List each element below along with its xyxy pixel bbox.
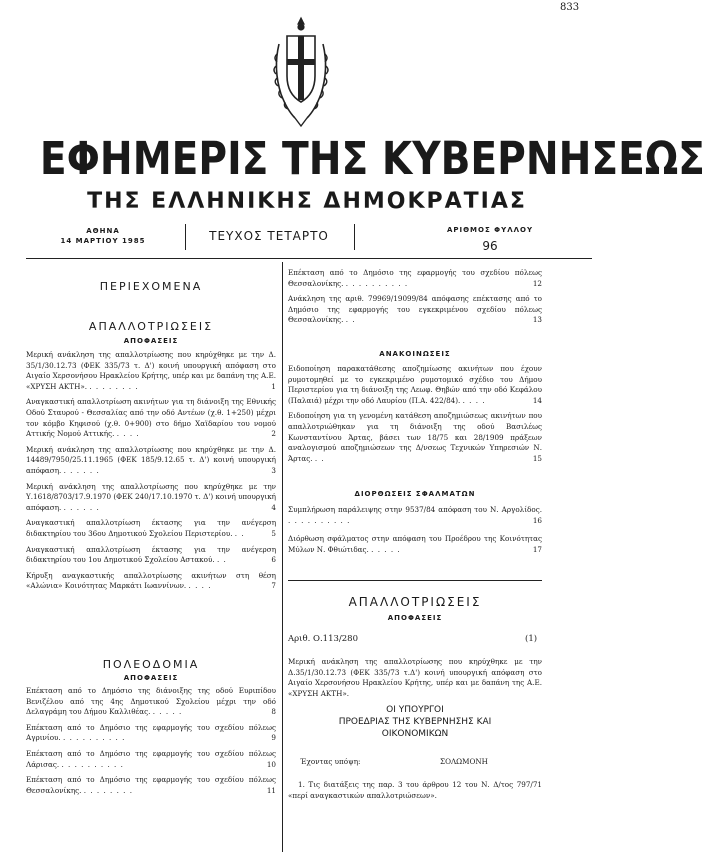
contents-entry: Αναγκαστική απαλλοτρίωση έκτασης για την ανέγερση διδακτηρίου του 36ου Δημοτικού Σχολείου Περιστερίου. . . 5 (26, 518, 276, 538)
announcements-heading: ΑΝΑΚΟΙΝΩΣΕΙΣ (379, 350, 451, 358)
header-rule (26, 258, 592, 259)
considering-tail: ΣΟΛΩΜΟΝΗ (440, 757, 488, 766)
contents-entry: Διόρθωση σφάλματος στην απόφαση του Προέδρου της Κοινότητας Μύλων Ν. Φθιώτιδας. . . . . . 17 (288, 534, 542, 554)
contents-entry: Ειδοποίηση για τη γενομένη κατάθεση αποζημιώσεως ακινήτων που απαλλοτριώθηκαν για τη διάνοιξη της οδού Βασιλέως Κωνσταντίνου Άρτας, βάσει των 18/75 και 28/1909 πράξεων αναλογισμού αποζημιώσεων της Δ/νσεως Τεχνικών Υπηρεσιών Ν. Άρτας. . . 15 (288, 411, 542, 463)
contents-entry: Αναγκαστική απαλλοτρίωση ακινήτων για τη διάνοιξη της Εθνικής Οδού Σταυρού - Θεσσαλίας από την οδό Αντέων (χ.θ. 1+250) μέχρι τον κόμβο Κηφισού (χ.θ. 0+900) στο δήμο Χαϊδαρίου του νομού Αττικής Νομού Αττικής. . . . . 2 (26, 397, 276, 439)
expropriations-heading: ΑΠΑΛΛΟΤΡΙΩΣΕΙΣ (88, 320, 214, 333)
ministers-line: ΟΙΚΟΝΟΜΙΚΩΝ (381, 729, 449, 739)
considering-label: Έχοντας υπόψη: (300, 757, 361, 766)
body-decisions-label: ΑΠΟΦΑΣΕΙΣ (387, 614, 443, 622)
sheet-number-label: ΑΡΙΘΜΟΣ ΦΥΛΛΟΥ (446, 226, 534, 234)
section-rule (288, 580, 542, 581)
contents-entry: Επέκταση από το Δημόσιο της εφαρμογής του σχεδίου πόλεως Αγρινίου. . . . . . . . . . . 9 (26, 722, 276, 743)
sheet-number: 96 (482, 239, 498, 253)
greek-coat-of-arms-emblem (265, 14, 337, 132)
contents-entry: Επέκταση από το Δημόσιο της εφαρμογής του σχεδίου πόλεως Θεσσαλονίκης. . . . . . . . . . . 12 (288, 268, 542, 288)
masthead-subtitle: ΤΗΣ ΕΛΛΗΝΙΚΗΣ ΔΗΜΟΚΡΑΤΙΑΣ (87, 189, 527, 214)
corrections-heading: ΔΙΟΡΘΩΣΕΙΣ ΣΦΑΛΜΑΤΩΝ (354, 490, 476, 498)
sheet-number-block (440, 224, 540, 252)
page-number: 833 (560, 2, 580, 13)
decision-summary: Μερική ανάκληση της απαλλοτρίωσης που κηρύχθηκε με την Δ.35/1/30.12.73 (ΦΕΚ 335/73 τ.Δ') κοινή υπουργική απόφαση στο Αιγαίο Χερσονήσου Ηρακλείου Κρήτης, υπέρ και με δαπάνη της Α.Ε. «ΧΡΥΣΗ ΑΚΤΗ». (288, 657, 542, 698)
contents-list-urban (26, 686, 276, 796)
decision-index: (1) (525, 634, 538, 644)
urban-planning-heading: ΠΟΛΕΟΔΟΜΙΑ (102, 658, 200, 671)
contents-entry: Μερική ανάκληση της απαλλοτρίωσης που κηρύχθηκε με την Υ.1618/8703/17.9.1970 (ΦΕΚ 240/17.10.1970 τ. Δ') κοινή υπουργική απόφαση. . . . . . . 4 (26, 481, 276, 512)
issue-date: 14 ΜΑΡΤΙΟΥ 1985 (60, 237, 146, 245)
contents-entry: Κήρυξη αναγκαστικής απαλλοτρίωσης ακινήτων στη θέση «Αλώνια» Κοινότητας Μαρκάτι Ιωαννίνων. . . . . 7 (26, 570, 276, 591)
ministers-line: ΟΙ ΥΠΟΥΡΓΟΙ (386, 705, 444, 715)
issue-city: ΑΘΗΝΑ (86, 227, 120, 235)
contents-entry: Συμπλήρωση παράλειψης στην 9537/84 απόφαση του Ν. Αργολίδος. . . . . . . . . . . 16 (288, 505, 542, 525)
ministers-line: ΠΡΟΕΔΡΙΑΣ ΤΗΣ ΚΥΒΕΡΝΗΣΗΣ ΚΑΙ (338, 717, 492, 727)
contents-entry: Αναγκαστική απαλλοτρίωση έκτασης για την ανέγερση διδακτηρίου του 1ου Δημοτικού Σχολείου Αστακού. . . 6 (26, 544, 276, 565)
issue-type: ΤΕΥΧΟΣ ΤΕΤΑΡΤΟ (209, 229, 329, 243)
contents-entry: Ανάκληση της αριθ. 79969/19099/84 απόφασης επέκτασης από το Δημόσιο της εφαρμογής του εγκεκριμένου σχεδίου πόλεως Θεσσαλονίκης. . . 13 (288, 294, 542, 325)
decision-number: Αριθ. Ο.113/280 (288, 634, 358, 644)
contents-list-announcements (288, 364, 542, 464)
contents-entry: Επέκταση από το Δημόσιο της εφαρμογής του σχεδίου πόλεως Λάρισας. . . . . . . . . . . 10 (26, 748, 276, 769)
contents-list-continued (288, 268, 542, 326)
decisions-label: ΑΠΟΦΑΣΕΙΣ (123, 337, 179, 345)
contents-entry: Επέκταση από το Δημόσιο της διάνοιξης της οδού Ευριπίδου Βενιζέλου από της 4ης Δημοτικού Σχολείου μέχρι την οδό Δελαγράμη του Δήμου Καλλιθέας. . . . . . 8 (26, 686, 276, 717)
contents-entry: Μερική ανάκληση της απαλλοτρίωσης που κηρύχθηκε με την Δ. 35/1/30.12.73 (ΦΕΚ 335/73 τ. Δ') κοινή υπουργική απόφαση στο Αιγαίο Χερσονήσου Ηρακλείου Κρήτης, υπέρ και με δαπάνη της Α.Ε. «ΧΡΥΣΗ ΑΚΤΗ». . . . . . . . . 1 (26, 350, 276, 391)
decisions-label: ΑΠΟΦΑΣΕΙΣ (123, 674, 179, 682)
contents-entry: Ειδοποίηση παρακατάθεσης αποζημίωσης ακινήτων που έχουν ρυμοτομηθεί με το εγκεκριμένο ρυμοτομικό σχέδιο του Δήμου Περιστερίου για τη διάνοιξη της Λεωφ. Θηβών από την οδό Κεφάλου (Παλαιά) μέχρι την οδό Λαυρίου (Π.Α. 422/84). . . . . 14 (288, 364, 542, 405)
contents-list-corrections (288, 505, 542, 555)
considering-item-1: 1. Τις διατάξεις της παρ. 3 του άρθρου 12 του Ν. Δ/τος 797/71 «περί αναγκαστικών απαλλοτριώσεων». (288, 780, 542, 800)
contents-list-expropriations (26, 350, 276, 592)
contents-title: ΠΕΡΙΕΧΟΜΕΝΑ (99, 280, 203, 293)
body-expropriations-heading: ΑΠΑΛΛΟΤΡΙΩΣΕΙΣ (348, 595, 482, 609)
contents-entry: Μερική ανάκληση της απαλλοτρίωσης που κηρύχθηκε με την Δ. 14489/7950/25.11.1965 (ΦΕΚ 185/9.12.65 τ. Δ') κοινή υπουργική απόφαση. . . . . . . 3 (26, 444, 276, 475)
masthead-title: ΕΦΗΜΕΡΙΣ ΤΗΣ ΚΥΒΕΡΝΗΣΕΩΣ (39, 132, 705, 185)
issue-place-date (48, 226, 158, 246)
contents-entry: Επέκταση από το Δημόσιο της εφαρμογής του σχεδίου πόλεως Θεσσαλονίκης. . . . . . . . . 11 (26, 775, 276, 795)
column-divider (282, 262, 283, 852)
